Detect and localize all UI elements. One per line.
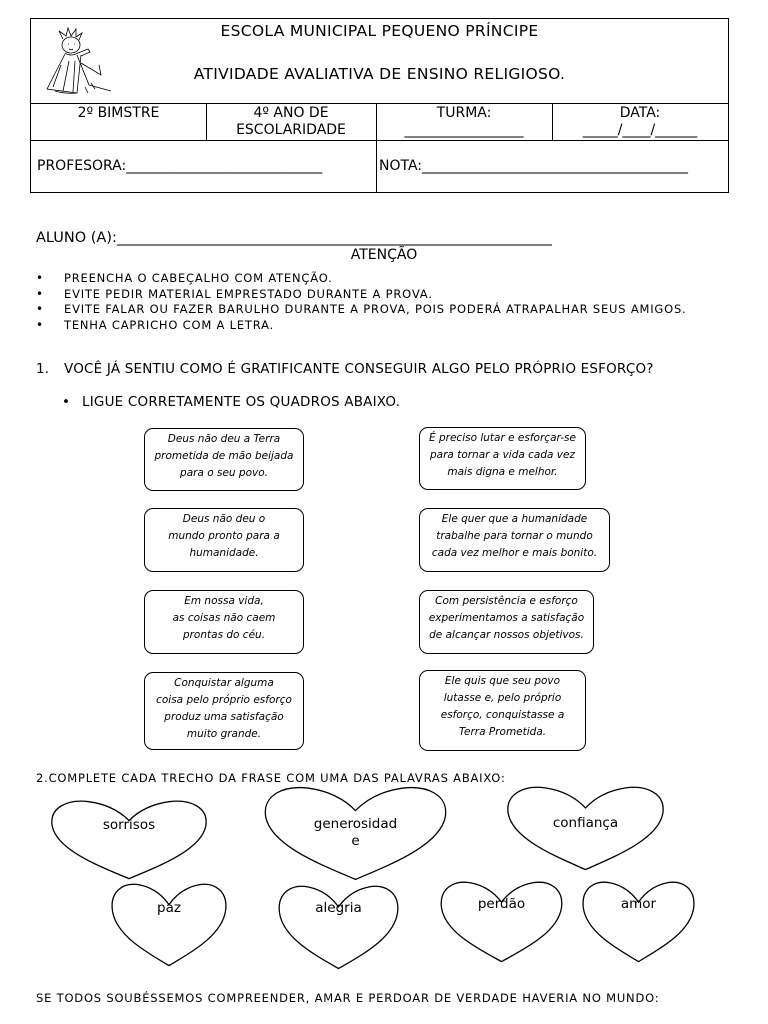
class-cell[interactable] — [376, 105, 552, 139]
question-1-text: VOCÊ JÁ SENTIU COMO É GRATIFICANTE CONSEGUIR ALGO PELO PRÓPRIO ESFORÇO? — [64, 361, 654, 377]
heart-label: amor — [620, 896, 657, 912]
grade-level-cell — [206, 105, 376, 139]
heart-word-generosidade — [262, 785, 449, 881]
heart-word-amor — [581, 880, 696, 963]
question-1-instruction-text: LIGUE CORRETAMENTE OS QUADROS ABAIXO. — [82, 394, 401, 410]
heart-word-paz — [110, 882, 228, 967]
class-label: TURMA: — [436, 105, 492, 121]
match-box-left[interactable]: Deus não deu a Terra prometida de mão beijada para o seu povo. — [144, 428, 304, 491]
activity-title: ATIVIDADE AVALIATIVA DE ENSINO RELIGIOSO. — [193, 65, 566, 83]
heart-label: paz — [157, 900, 181, 916]
divider-line — [31, 140, 728, 141]
heart-label: sorrisos — [102, 817, 156, 833]
question-number: 1. — [36, 361, 50, 377]
student-name-field[interactable]: ALUNO (A):____________________________________________________________ — [36, 230, 552, 246]
bimester-cell: 2º BIMSTRE — [77, 105, 160, 121]
heart-shape — [581, 880, 696, 963]
match-box-left[interactable]: Conquistar alguma coisa pelo próprio esforço produz uma satisfação muito grande. — [144, 672, 304, 750]
grade-level-line1: 4º ANO DE — [253, 105, 329, 121]
score-field[interactable]: NOTA:______________________________________ — [379, 158, 689, 174]
heart-word-perdao — [439, 880, 564, 963]
question-2: 2.COMPLETE CADA TRECHO DA FRASE COM UMA DAS PALAVRAS ABAIXO: — [36, 771, 506, 785]
grade-level-line2: ESCOLARIDADE — [236, 122, 346, 138]
heart-label: confiança — [552, 815, 619, 831]
bullet-mark: • — [62, 394, 71, 410]
date-field[interactable]: _____/____/______ — [582, 122, 698, 138]
match-box-left[interactable]: Deus não deu o mundo pronto para a humanidade. — [144, 508, 304, 572]
heart-label: perdão — [477, 896, 526, 912]
heart-label: e — [351, 833, 360, 849]
heart-shape — [277, 884, 400, 970]
school-name: ESCOLA MUNICIPAL PEQUENO PRÍNCIPE — [220, 22, 539, 40]
question-1 — [36, 361, 654, 377]
heart-word-alegria — [277, 884, 400, 970]
heart-word-confianca — [505, 785, 666, 871]
question-1-instruction — [62, 394, 400, 410]
date-cell[interactable] — [552, 105, 728, 139]
instruction-item: • PREENCHA O CABEÇALHO COM ATENÇÃO. — [36, 271, 687, 287]
match-box-right[interactable]: Ele quis que seu povo lutasse e, pelo próprio esforço, conquistasse a Terra Prometida. — [419, 670, 586, 751]
class-field[interactable]: _________________ — [404, 122, 524, 138]
date-label: DATA: — [619, 105, 661, 121]
instruction-item: • EVITE PEDIR MATERIAL EMPRESTADO DURANTE A PROVA. — [36, 287, 687, 303]
heart-shape — [110, 882, 228, 967]
match-box-left[interactable]: Em nossa vida, as coisas não caem prontas do céu. — [144, 590, 304, 654]
teacher-field[interactable]: PROFESORA:____________________________ — [37, 158, 323, 174]
match-box-right[interactable]: É preciso lutar e esforçar-se para tornar a vida cada vez mais digna e melhor. — [419, 427, 586, 490]
match-box-right[interactable]: Com persistência e esforço experimentamos a satisfação de alcançar nossos objetivos. — [419, 590, 594, 654]
heart-word-sorrisos — [49, 799, 209, 880]
attention-heading: ATENÇÃO — [350, 247, 418, 263]
heart-label: generosidad — [313, 816, 398, 832]
heart-label: alegria — [315, 900, 362, 916]
header-table — [30, 18, 729, 193]
instructions-list — [36, 271, 687, 333]
instruction-item: • TENHA CAPRICHO COM A LETRA. — [36, 318, 687, 334]
divider-line — [31, 103, 728, 104]
heart-shape — [49, 799, 209, 880]
match-box-right[interactable]: Ele quer que a humanidade trabalhe para tornar o mundo cada vez melhor e mais bonito. — [419, 508, 610, 572]
final-sentence: SE TODOS SOUBÉSSEMOS COMPREENDER, AMAR E PERDOAR DE VERDADE HAVERIA NO MUNDO: — [36, 991, 660, 1005]
heart-shape — [439, 880, 564, 963]
instruction-item: • EVITE FALAR OU FAZER BARULHO DURANTE A PROVA, POIS PODERÁ ATRAPALHAR SEUS AMIGOS. — [36, 302, 687, 318]
